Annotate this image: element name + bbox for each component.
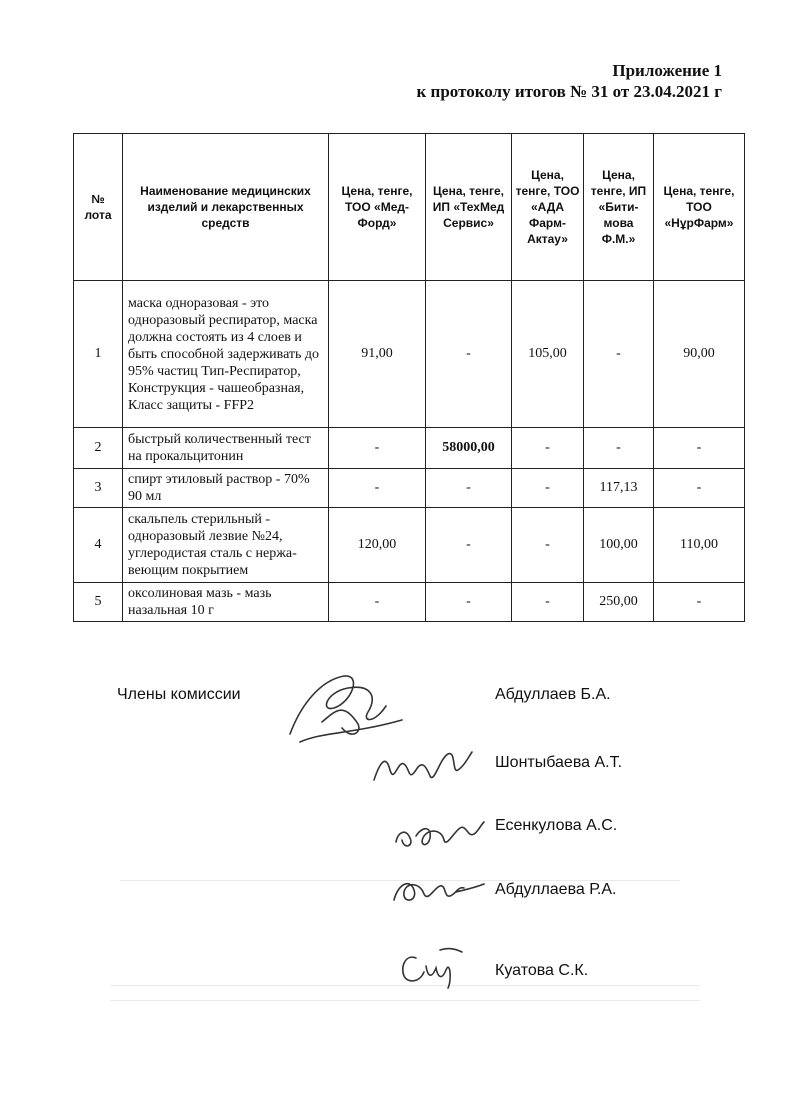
price-cell: 117,13 — [584, 469, 654, 508]
header-item-name: Наименование медицинских изделий и лекарственных средств — [123, 134, 329, 281]
commission-member: Шонтыбаева А.Т. — [495, 754, 623, 771]
table-row — [74, 583, 745, 622]
signature-2 — [368, 740, 478, 790]
table-row — [74, 281, 745, 428]
price-cell: - — [654, 583, 745, 622]
price-cell: - — [426, 508, 512, 583]
header-price-medford: Цена, тенге, ТОО «Мед-Форд» — [329, 134, 426, 281]
price-table — [73, 133, 745, 622]
signature-3 — [388, 812, 488, 857]
price-cell: - — [512, 583, 584, 622]
price-cell: - — [329, 469, 426, 508]
price-cell: - — [584, 428, 654, 469]
price-cell: - — [426, 469, 512, 508]
price-cell: - — [654, 469, 745, 508]
item-name: быстрый количественный тест на прокальцитонин — [123, 428, 329, 469]
lot-number: 2 — [74, 428, 123, 469]
price-cell: 250,00 — [584, 583, 654, 622]
commission-member: Есенкулова А.С. — [495, 817, 618, 834]
header-price-ada-farm: Цена, тенге, ТОО «АДА Фарм-Актау» — [512, 134, 584, 281]
lot-number: 3 — [74, 469, 123, 508]
price-cell: - — [584, 281, 654, 428]
annex-line-2: к протоколу итогов № 31 от 23.04.2021 г — [416, 82, 722, 101]
price-cell: 91,00 — [329, 281, 426, 428]
header-price-bitimova: Цена, тенге, ИП «Бити-мова Ф.М.» — [584, 134, 654, 281]
price-cell: 100,00 — [584, 508, 654, 583]
price-cell: - — [426, 583, 512, 622]
bleed-through-line — [110, 1000, 700, 1001]
header-price-techmed: Цена, тенге, ИП «ТехМед Сервис» — [426, 134, 512, 281]
price-cell: 120,00 — [329, 508, 426, 583]
annex-heading — [417, 60, 723, 102]
price-cell: - — [654, 428, 745, 469]
lot-number: 4 — [74, 508, 123, 583]
signature-1 — [282, 662, 422, 752]
price-cell: - — [329, 583, 426, 622]
price-cell: 90,00 — [654, 281, 745, 428]
commission-label: Члены комиссии — [117, 686, 241, 703]
price-cell: - — [329, 428, 426, 469]
signature-5 — [394, 944, 474, 994]
table-row — [74, 469, 745, 508]
lot-number: 5 — [74, 583, 123, 622]
price-cell: - — [512, 469, 584, 508]
table-row — [74, 508, 745, 583]
commission-member: Абдуллаев Б.А. — [495, 686, 611, 703]
table-row — [74, 428, 745, 469]
item-name: скальпель стерильный - одноразовый лезвие №24, углеродистая сталь с нержа-веющим покрытием — [123, 508, 329, 583]
price-cell: 110,00 — [654, 508, 745, 583]
item-name: оксолиновая мазь - мазь назальная 10 г — [123, 583, 329, 622]
table-header-row — [74, 134, 745, 281]
header-price-nurfarm: Цена, тенге, ТОО «НұрФарм» — [654, 134, 745, 281]
header-lot-number: № лота — [74, 134, 123, 281]
price-cell: - — [426, 281, 512, 428]
item-name: маска одноразовая - это одноразовый респиратор, маска должна состоять из 4 слоев и быть способной задерживать до 95% частиц Тип-Респиратор, Конструкция - чашеобразная, Класс защиты - FFP2 — [123, 281, 329, 428]
price-cell: 58000,00 — [426, 428, 512, 469]
commission-member: Куатова С.К. — [495, 962, 589, 979]
price-cell: - — [512, 508, 584, 583]
commission-member: Абдуллаева Р.А. — [495, 881, 617, 898]
lot-number: 1 — [74, 281, 123, 428]
annex-line-1: Приложение 1 — [612, 61, 722, 80]
price-cell: - — [512, 428, 584, 469]
price-cell: 105,00 — [512, 281, 584, 428]
signature-4 — [388, 870, 488, 910]
item-name: спирт этиловый раствор - 70% 90 мл — [123, 469, 329, 508]
